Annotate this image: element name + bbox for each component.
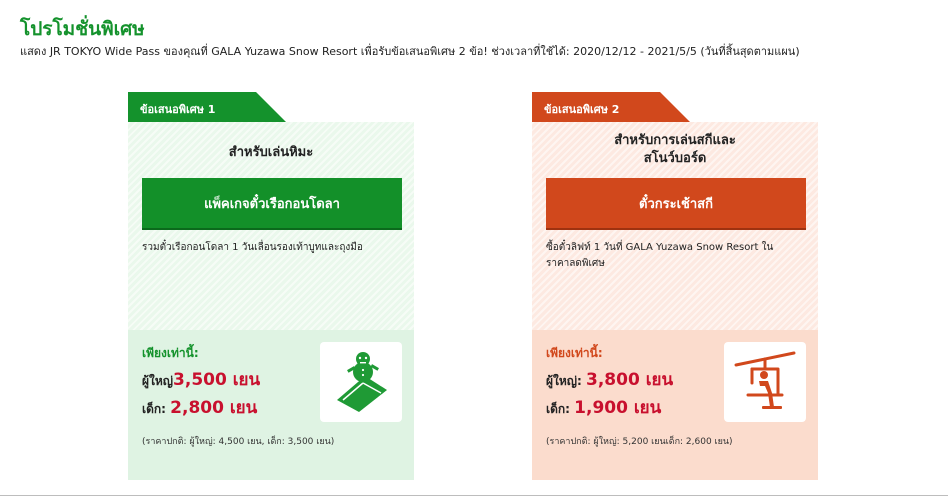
child-price-row [546, 394, 661, 421]
bottom-divider [0, 495, 948, 496]
page-description: แสดง JR TOKYO Wide Pass ของคุณที่ GALA Yuzawa Snow Resort เพื่อรับข้อเสนอพิเศษ 2 ข้อ! ช่วงเวลาที่ใช้ได้: 2020/12/12 - 2021/5/5 (วันที่สิ้นสุดตามแผน) [20, 45, 800, 58]
adult-price-row [142, 366, 260, 393]
snow-play-package-button[interactable]: แพ็คเกจตั๋วเรือกอนโดลา [142, 178, 402, 228]
offer-icon-box [724, 342, 806, 422]
offer-tab-label: ข้อเสนอพิเศษ 1 [140, 103, 216, 116]
ski-lift-chair-icon [732, 349, 798, 415]
offer-heading-line: สโนว์บอร์ด [643, 151, 707, 166]
offer-note [142, 240, 402, 256]
adult-price: 3,500 เยน [173, 370, 261, 390]
child-price: 1,900 เยน [574, 398, 662, 418]
offer-card-2 [532, 92, 818, 480]
offer-card-1 [128, 92, 414, 480]
offer-tab-2 [532, 92, 688, 122]
offer-tab-1 [128, 92, 284, 122]
regular-price-note: (ราคาปกติ: ผู้ใหญ่: 5,200 เยนเด็ก: 2,600 เยน) [546, 437, 733, 447]
ski-lift-ticket-button[interactable]: ตั๋วกระเช้าสกี [546, 178, 806, 228]
snowman-sled-icon [329, 350, 393, 414]
child-price: 2,800 เยน [170, 398, 258, 418]
offer-note [546, 240, 806, 272]
price-label: เพียงเท่านี้: [546, 346, 603, 360]
offer-heading-line: สำหรับการเล่นสกีและ [614, 133, 736, 148]
adult-price: 3,800 เยน [586, 370, 674, 390]
adult-price-row [546, 366, 673, 393]
offer-note-line: รวมตั๋วเรือกอนโดลา 1 วันเลื่อนรองเท้าบูทและถุงมือ [142, 242, 363, 253]
offer-heading [532, 132, 818, 168]
child-label: เด็ก: [546, 402, 570, 416]
adult-label: ผู้ใหญ่: [546, 374, 582, 388]
regular-price-note: (ราคาปกติ: ผู้ใหญ่: 4,500 เยน, เด็ก: 3,500 เยน) [142, 437, 335, 447]
offer-note-line: ซื้อตั๋วลิฟท์ 1 วันที่ GALA Yuzawa Snow Resort ใน [546, 242, 774, 253]
offer-icon-box [320, 342, 402, 422]
page-title: โปรโมชั่นพิเศษ [20, 18, 145, 40]
offer-heading-line: สำหรับเล่นหิมะ [228, 145, 314, 160]
child-label: เด็ก: [142, 402, 166, 416]
child-price-row [142, 394, 257, 421]
offer-tab-label: ข้อเสนอพิเศษ 2 [544, 103, 620, 116]
offer-note-line: ราคาลดพิเศษ [546, 258, 605, 269]
adult-label: ผู้ใหญ่ [142, 374, 174, 388]
price-label: เพียงเท่านี้: [142, 346, 199, 360]
offer-heading [128, 144, 414, 162]
